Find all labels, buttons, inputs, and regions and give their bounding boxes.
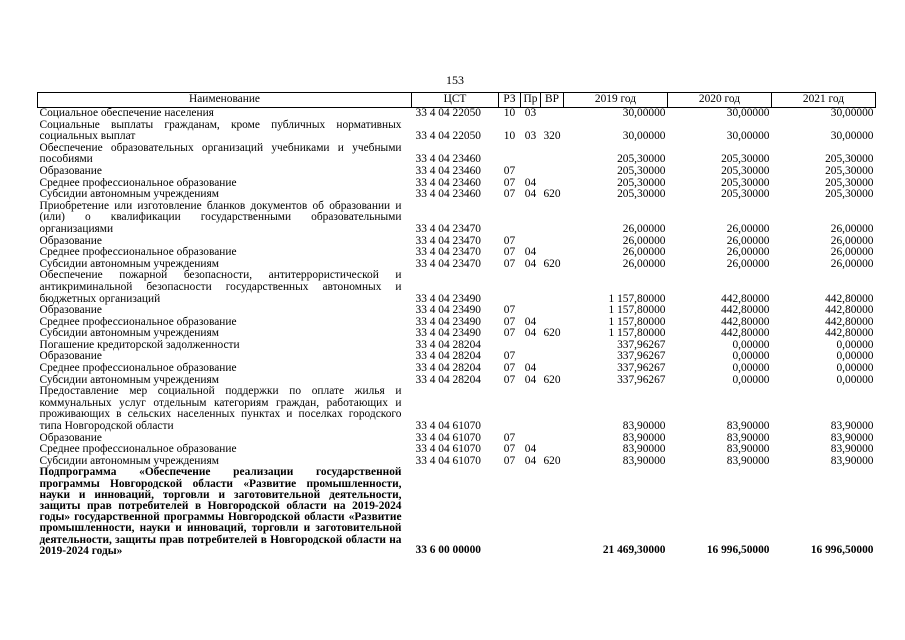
row-cst-cell: 33 4 04 23460 <box>415 164 481 177</box>
table-body <box>38 108 876 558</box>
row-cst-cell: 33 4 04 28204 <box>415 338 481 351</box>
row-cst-cell: 33 4 04 23490 <box>415 327 481 340</box>
row-name-cell: Субсидии автономным учреждениям <box>39 454 219 467</box>
header-pr: Пр <box>521 93 541 108</box>
row-vr-cell <box>541 363 564 375</box>
row-2021-cell: 205,30000 <box>825 176 874 189</box>
row-2021-cell: 16 996,50000 <box>810 544 874 557</box>
row-pr-cell: 04 <box>524 315 537 328</box>
row-2020-cell: 442,80000 <box>721 304 770 317</box>
row-2019-cell: 83,90000 <box>622 443 666 456</box>
row-pr-cell: 04 <box>524 443 537 456</box>
row-rz-cell: 10 <box>503 130 516 143</box>
row-vr-cell <box>541 236 564 248</box>
row-name-cell: Социальные выплаты гражданам, кроме публичных нормативных социальных выплат <box>39 118 402 143</box>
row-2020-cell: 0,00000 <box>732 373 770 386</box>
budget-table <box>37 92 876 557</box>
row-cst-cell: 33 4 04 28204 <box>415 350 481 363</box>
row-2020-cell: 26,00000 <box>726 222 770 235</box>
row-name-cell: Среднее профессиональное образование <box>39 315 237 328</box>
row-vr-cell: 620 <box>543 257 561 270</box>
row-name-cell: Погашение кредиторской задолженности <box>39 338 240 351</box>
row-2020-cell: 205,30000 <box>721 164 770 177</box>
row-2021-cell: 205,30000 <box>825 153 874 166</box>
row-rz-cell: 07 <box>503 443 516 456</box>
row-2020-cell: 0,00000 <box>732 350 770 363</box>
row-2020-cell: 30,00000 <box>726 130 770 143</box>
row-rz-cell <box>499 386 521 432</box>
row-name-cell: Социальное обеспечение населения <box>39 107 214 119</box>
row-cst-cell: 33 4 04 23460 <box>415 153 481 166</box>
row-2019-cell: 337,96267 <box>617 373 666 386</box>
row-rz-cell: 07 <box>503 176 516 189</box>
row-2021-cell: 205,30000 <box>825 188 874 201</box>
row-vr-cell <box>541 166 564 178</box>
row-2020-cell: 83,90000 <box>726 431 770 444</box>
row-rz-cell: 07 <box>503 188 516 201</box>
row-rz-cell: 07 <box>503 454 516 467</box>
row-2021-cell: 83,90000 <box>830 431 874 444</box>
row-2021-cell: 442,80000 <box>825 304 874 317</box>
row-cst-cell: 33 4 04 23470 <box>415 246 481 259</box>
row-2020-cell: 16 996,50000 <box>706 544 770 557</box>
row-rz-cell: 07 <box>503 362 516 375</box>
row-name-cell: Обеспечение пожарной безопасности, антитеррористической и антикриминальной безопасности государственных автономных и бюджетных организаций <box>39 269 402 305</box>
row-2019-cell: 1 157,80000 <box>608 292 666 305</box>
row-2021-cell: 30,00000 <box>830 107 874 119</box>
row-vr-cell <box>541 143 564 166</box>
header-name: Наименование <box>38 93 412 108</box>
row-name-cell: Среднее профессиональное образование <box>39 443 237 456</box>
table-row <box>38 270 876 305</box>
row-rz-cell: 07 <box>503 234 516 247</box>
row-pr-cell: 04 <box>524 373 537 386</box>
row-vr-cell: 620 <box>543 373 561 386</box>
row-pr-cell <box>521 340 541 352</box>
row-2021-cell: 26,00000 <box>830 257 874 270</box>
row-2021-cell: 0,00000 <box>836 338 874 351</box>
table-row <box>38 201 876 236</box>
row-name-cell: Среднее профессиональное образование <box>39 362 237 375</box>
row-2020-cell: 83,90000 <box>726 420 770 433</box>
row-vr-cell <box>541 467 564 557</box>
row-2019-cell: 26,00000 <box>622 246 666 259</box>
row-2019-cell: 205,30000 <box>617 176 666 189</box>
row-2019-cell: 337,96267 <box>617 338 666 351</box>
row-2019-cell: 337,96267 <box>617 362 666 375</box>
row-2020-cell: 30,00000 <box>726 107 770 119</box>
row-rz-cell <box>499 467 521 557</box>
row-2020-cell: 26,00000 <box>726 257 770 270</box>
table-row <box>38 189 876 201</box>
row-pr-cell <box>521 201 541 236</box>
row-2019-cell: 337,96267 <box>617 350 666 363</box>
header-vr: ВР <box>541 93 564 108</box>
row-rz-cell <box>499 270 521 305</box>
row-name-cell: Образование <box>39 350 102 363</box>
row-2019-cell: 21 469,30000 <box>602 544 666 557</box>
row-2021-cell: 83,90000 <box>830 443 874 456</box>
row-vr-cell <box>541 270 564 305</box>
table-row <box>38 108 876 120</box>
row-cst-cell: 33 4 04 23490 <box>415 292 481 305</box>
row-rz-cell <box>499 201 521 236</box>
row-rz-cell: 10 <box>503 107 516 119</box>
table-row <box>38 363 876 375</box>
row-cst-cell: 33 4 04 23460 <box>415 176 481 189</box>
row-2021-cell: 83,90000 <box>830 454 874 467</box>
row-pr-cell <box>521 305 541 317</box>
row-2020-cell: 442,80000 <box>721 315 770 328</box>
row-name-cell: Предоставление мер социальной поддержки по оплате жилья и коммунальных услуг отдельным категориям граждан, работающих и проживающих в сельских населенных пунктах и поселках городского типа Новгородской области <box>39 385 402 433</box>
row-cst-cell: 33 4 04 23470 <box>415 257 481 270</box>
row-pr-cell <box>521 143 541 166</box>
row-2019-cell: 26,00000 <box>622 234 666 247</box>
row-vr-cell: 620 <box>543 188 561 201</box>
row-pr-cell: 04 <box>524 176 537 189</box>
row-2021-cell: 26,00000 <box>830 234 874 247</box>
row-2020-cell: 26,00000 <box>726 234 770 247</box>
row-2019-cell: 83,90000 <box>622 431 666 444</box>
row-2019-cell: 1 157,80000 <box>608 304 666 317</box>
row-name-cell: Образование <box>39 164 102 177</box>
row-cst-cell: 33 4 04 23470 <box>415 234 481 247</box>
table-row <box>38 386 876 432</box>
row-name-cell: Субсидии автономным учреждениям <box>39 188 219 201</box>
row-2021-cell: 30,00000 <box>830 130 874 143</box>
row-cst-cell: 33 4 04 61070 <box>415 431 481 444</box>
row-2021-cell: 442,80000 <box>825 292 874 305</box>
row-2019-cell: 1 157,80000 <box>608 315 666 328</box>
row-vr-cell <box>541 433 564 445</box>
row-vr-cell <box>541 201 564 236</box>
row-cst-cell: 33 4 04 23490 <box>415 304 481 317</box>
row-name-cell: Субсидии автономным учреждениям <box>39 373 219 386</box>
header-cst: ЦСТ <box>412 93 499 108</box>
header-2019: 2019 год <box>564 93 668 108</box>
row-2020-cell: 442,80000 <box>721 292 770 305</box>
row-cst-cell: 33 4 04 23470 <box>415 222 481 235</box>
row-vr-cell: 620 <box>543 454 561 467</box>
row-2019-cell: 26,00000 <box>622 257 666 270</box>
row-pr-cell: 03 <box>524 130 537 143</box>
row-vr-cell <box>541 351 564 363</box>
row-2019-cell: 83,90000 <box>622 454 666 467</box>
row-pr-cell: 03 <box>524 107 537 119</box>
row-cst-cell: 33 4 04 61070 <box>415 454 481 467</box>
table-row <box>38 120 876 143</box>
row-rz-cell: 07 <box>503 327 516 340</box>
row-pr-cell <box>521 166 541 178</box>
row-2020-cell: 442,80000 <box>721 327 770 340</box>
row-pr-cell: 04 <box>524 327 537 340</box>
row-2021-cell: 83,90000 <box>830 420 874 433</box>
page-number: 153 <box>446 73 464 87</box>
row-cst-cell: 33 4 04 23460 <box>415 188 481 201</box>
row-pr-cell <box>521 386 541 432</box>
row-pr-cell: 04 <box>524 454 537 467</box>
row-rz-cell: 07 <box>503 246 516 259</box>
row-name-cell: Обеспечение образовательных организаций учебниками и учебными пособиями <box>39 141 402 166</box>
row-2020-cell: 26,00000 <box>726 246 770 259</box>
table-row <box>38 305 876 317</box>
row-name-cell: Среднее профессиональное образование <box>39 176 237 189</box>
row-name-cell: Образование <box>39 234 102 247</box>
row-2019-cell: 26,00000 <box>622 222 666 235</box>
header-2021: 2021 год <box>772 93 876 108</box>
row-vr-cell: 620 <box>543 327 561 340</box>
row-2019-cell: 205,30000 <box>617 164 666 177</box>
row-vr-cell <box>541 340 564 352</box>
row-2021-cell: 0,00000 <box>836 362 874 375</box>
row-vr-cell: 320 <box>543 130 561 143</box>
row-pr-cell: 04 <box>524 188 537 201</box>
row-2021-cell: 442,80000 <box>825 327 874 340</box>
table-row <box>38 166 876 178</box>
row-2020-cell: 205,30000 <box>721 188 770 201</box>
row-cst-cell: 33 4 04 61070 <box>415 420 481 433</box>
row-pr-cell: 04 <box>524 246 537 259</box>
row-rz-cell: 07 <box>503 304 516 317</box>
row-2021-cell: 0,00000 <box>836 373 874 386</box>
row-vr-cell <box>541 108 564 120</box>
row-name-cell: Подпрограмма «Обеспечение реализации государственной программы Новгородской области «Развитие промышленности, науки и инноваций, торговли и заготовительной деятельности, защиты прав потребителей в Новгородской области на 2019-2024 годы» государственной программы Новгородской области «Развитие промышленности, науки и инноваций, торговли и заготовительной деятельности, защиты прав потребителей в Новгородской области на 2019-2024 годы» <box>39 466 402 557</box>
row-name-cell: Субсидии автономным учреждениям <box>39 257 219 270</box>
row-name-cell: Образование <box>39 431 102 444</box>
row-2021-cell: 0,00000 <box>836 350 874 363</box>
row-cst-cell: 33 4 04 22050 <box>415 107 481 119</box>
row-cst-cell: 33 4 04 22050 <box>415 130 481 143</box>
row-2021-cell: 442,80000 <box>825 315 874 328</box>
row-rz-cell: 07 <box>503 257 516 270</box>
row-2021-cell: 26,00000 <box>830 246 874 259</box>
row-2019-cell: 205,30000 <box>617 188 666 201</box>
row-pr-cell: 04 <box>524 257 537 270</box>
row-2020-cell: 83,90000 <box>726 454 770 467</box>
row-2020-cell: 0,00000 <box>732 362 770 375</box>
table-row <box>38 247 876 259</box>
table-row <box>38 143 876 166</box>
row-pr-cell <box>521 270 541 305</box>
row-rz-cell: 07 <box>503 315 516 328</box>
row-cst-cell: 33 4 04 61070 <box>415 443 481 456</box>
row-rz-cell: 07 <box>503 431 516 444</box>
row-2020-cell: 205,30000 <box>721 153 770 166</box>
row-cst-cell: 33 4 04 23490 <box>415 315 481 328</box>
row-pr-cell: 04 <box>524 362 537 375</box>
header-2020: 2020 год <box>668 93 772 108</box>
table-header-row <box>38 93 876 108</box>
row-vr-cell <box>541 386 564 432</box>
subprogram-row <box>38 467 876 557</box>
row-2019-cell: 83,90000 <box>622 420 666 433</box>
row-2021-cell: 26,00000 <box>830 222 874 235</box>
row-name-cell: Приобретение или изготовление бланков документов об образовании и (или) о квалификации государственными образовательными организациями <box>39 199 402 235</box>
row-name-cell: Субсидии автономным учреждениям <box>39 327 219 340</box>
row-rz-cell: 07 <box>503 350 516 363</box>
row-2021-cell: 205,30000 <box>825 164 874 177</box>
row-2020-cell: 83,90000 <box>726 443 770 456</box>
row-2019-cell: 205,30000 <box>617 153 666 166</box>
row-pr-cell <box>521 467 541 557</box>
row-vr-cell <box>541 247 564 259</box>
row-2019-cell: 1 157,80000 <box>608 327 666 340</box>
row-2020-cell: 0,00000 <box>732 338 770 351</box>
row-2020-cell: 205,30000 <box>721 176 770 189</box>
row-rz-cell: 07 <box>503 164 516 177</box>
header-rz: РЗ <box>499 93 521 108</box>
row-cst-cell: 33 4 04 28204 <box>415 373 481 386</box>
row-2019-cell: 30,00000 <box>622 107 666 119</box>
row-rz-cell: 07 <box>503 373 516 386</box>
row-name-cell: Образование <box>39 304 102 317</box>
row-rz-cell <box>499 143 521 166</box>
row-cst-cell: 33 4 04 28204 <box>415 362 481 375</box>
row-name-cell: Среднее профессиональное образование <box>39 246 237 259</box>
row-vr-cell <box>541 305 564 317</box>
row-2019-cell: 30,00000 <box>622 130 666 143</box>
row-cst-cell: 33 6 00 00000 <box>415 544 481 557</box>
